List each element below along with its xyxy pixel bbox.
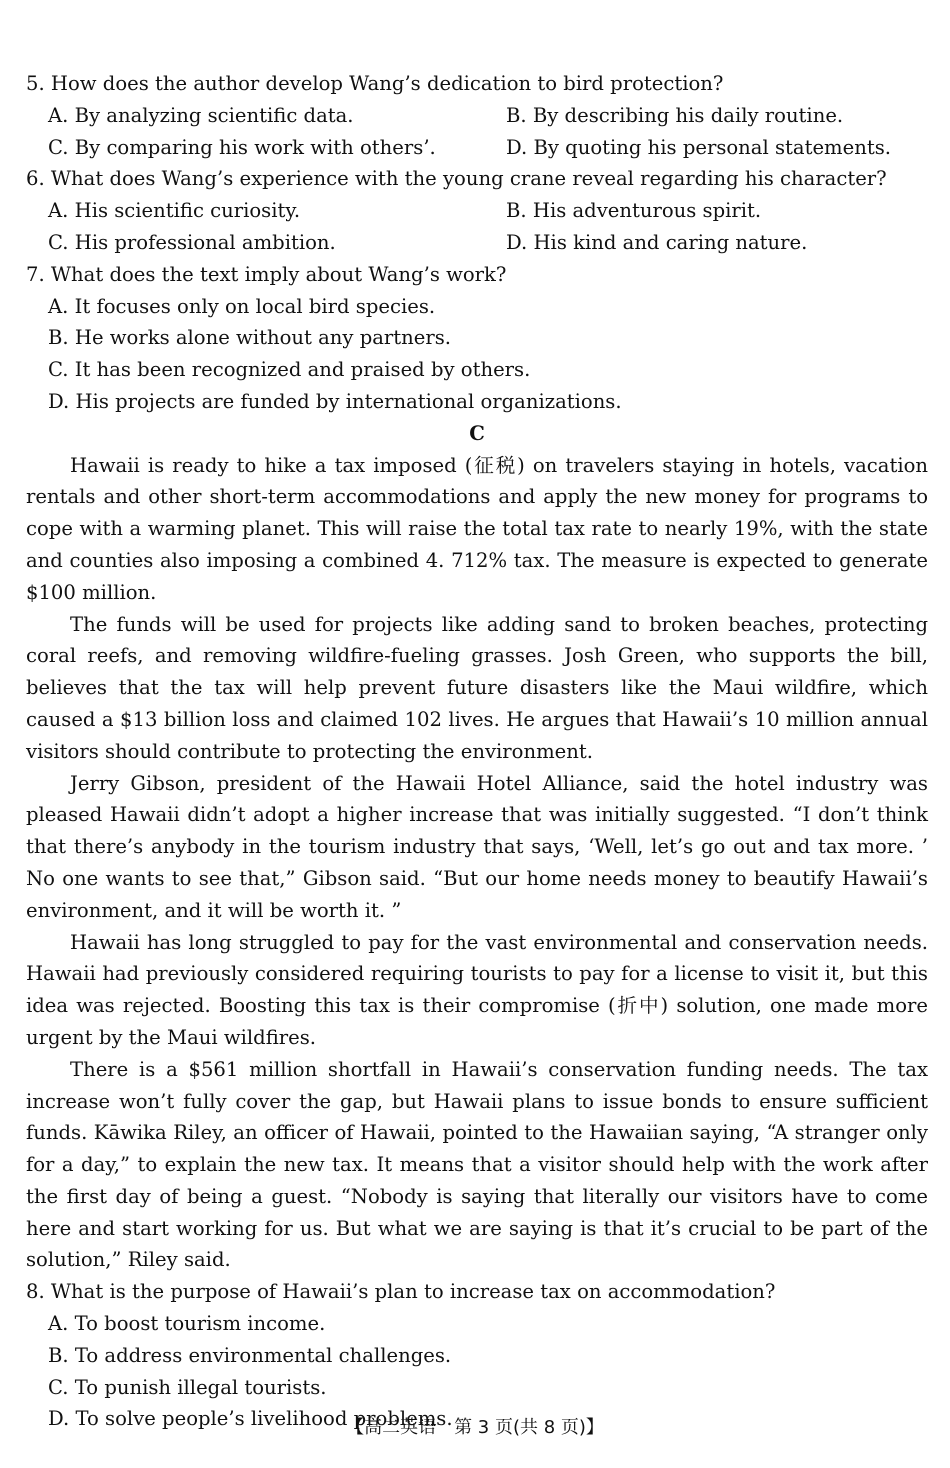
- question-options-5: [26, 100, 928, 164]
- option-8a: A. To boost tourism income.: [48, 1312, 326, 1336]
- option-6b: B. His adventurous spirit.: [506, 199, 762, 223]
- option-7a: A. It focuses only on local bird species.: [48, 294, 436, 318]
- option-8b: B. To address environmental challenges.: [48, 1343, 452, 1367]
- option-5d: D. By quoting his personal statements.: [506, 135, 892, 159]
- question-options-6: [26, 195, 928, 259]
- question-stem-8: 8. What is the purpose of Hawaii’s plan to increase tax on accommodation?: [26, 1280, 776, 1304]
- passage-paragraph-2: The funds will be used for projects like adding sand to broken beaches, protecting coral reefs, and removing wildfire-fueling grasses. Josh Green, who supports the bill, believes that the tax will help prevent future disasters like the Maui wildfire, which caused a $13 billion loss and claimed 102 lives. He argues that Hawaii’s 10 million annual visitors should contribute to protecting the environment.: [26, 612, 928, 763]
- option-7b: B. He works alone without any partners.: [48, 326, 452, 350]
- page-footer: 【高二英语 第 3 页(共 8 页)】: [346, 1417, 604, 1438]
- passage-paragraph-4: Hawaii has long struggled to pay for the vast environmental and conservation needs. Hawaii had previously considered requiring tourists to pay for a license to visit it, but this idea was rejected. Boosting this tax is their compromise (折中) solution, one made more urgent by the Maui wildfires.: [26, 930, 928, 1049]
- passage-paragraph-3: Jerry Gibson, president of the Hawaii Hotel Alliance, said the hotel industry was pleased Hawaii didn’t adopt a higher increase that was initially suggested. “I don’t think that there’s anybody in the tourism industry that says, ‘Well, let’s go out and tax more. ’ No one wants to see that,” Gibson said. “But our home needs money to beautify Hawaii’s environment, and it will be worth it. ”: [26, 771, 928, 922]
- question-options-7: [26, 291, 928, 418]
- question-stem-6: 6. What does Wang’s experience with the young crane reveal regarding his character?: [26, 167, 887, 191]
- option-6c: C. His professional ambition.: [48, 230, 336, 254]
- option-5a: A. By analyzing scientific data.: [48, 103, 354, 127]
- question-stem-5: 5. How does the author develop Wang’s dedication to bird protection?: [26, 72, 724, 95]
- option-8c: C. To punish illegal tourists.: [48, 1375, 327, 1399]
- exam-page: [26, 68, 928, 1435]
- option-6a: A. His scientific curiosity.: [48, 199, 301, 223]
- option-7d: D. His projects are funded by international organizations.: [48, 389, 622, 413]
- question-stem-7: 7. What does the text imply about Wang’s work?: [26, 262, 507, 286]
- passage-paragraph-5: There is a $561 million shortfall in Hawaii’s conservation funding needs. The tax increase won’t fully cover the gap, but Hawaii plans to issue bonds to ensure sufficient funds. Kāwika Riley, an officer of Hawaii, pointed to the Hawaiian saying, “A stranger only for a day,” to explain the new tax. It means that a visitor should help with the work after the first day of being a guest. “Nobody is saying that literally our visitors have to come here and start working for us. But what we are saying is that it’s crucial to be part of the solution,” Riley said.: [26, 1057, 928, 1272]
- option-5c: C. By comparing his work with others’.: [48, 135, 436, 159]
- option-5b: B. By describing his daily routine.: [506, 103, 844, 127]
- option-8d: D. To solve people’s livelihood problems.: [48, 1407, 453, 1431]
- section-title-c: C: [469, 421, 485, 445]
- passage-paragraph-1: Hawaii is ready to hike a tax imposed (征税) on travelers staying in hotels, vacation rentals and other short-term accommodations and apply the new money for programs to cope with a warming planet. This will raise the total tax rate to nearly 19%, with the state and counties also imposing a combined 4. 712% tax. The measure is expected to generate $100 million.: [26, 453, 928, 604]
- option-7c: C. It has been recognized and praised by others.: [48, 358, 531, 382]
- option-6d: D. His kind and caring nature.: [506, 230, 808, 254]
